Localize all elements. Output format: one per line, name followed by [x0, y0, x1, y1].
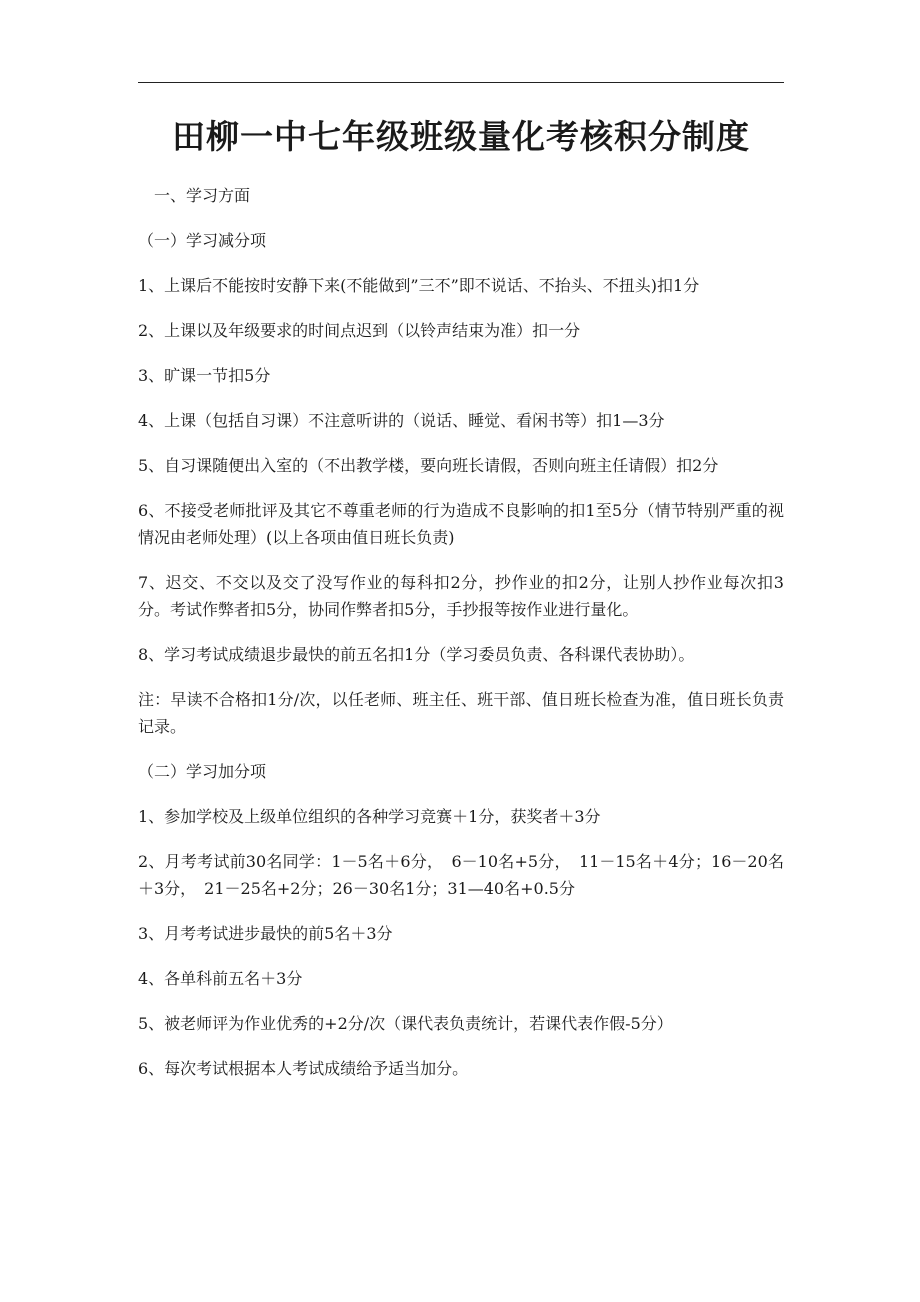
- addition-item-5: 5、被老师评为作业优秀的+2分/次（课代表负责统计，若课代表作假-5分）: [138, 1014, 673, 1033]
- addition-item-3: 3、月考考试进步最快的前5名＋3分: [138, 924, 393, 943]
- document-body: [138, 182, 784, 1100]
- addition-item-1: 1、参加学校及上级单位组织的各种学习竞赛＋1分，获奖者＋3分: [138, 807, 601, 826]
- subsection-heading-additions: （二）学习加分项: [138, 762, 267, 781]
- addition-item-4: 4、各单科前五名＋3分: [138, 969, 303, 988]
- document-title: 田柳一中七年级班级量化考核积分制度: [172, 117, 750, 156]
- deduction-item-5: 5、自习课随便出入室的（不出教学楼，要向班长请假，否则向班主任请假）扣2分: [138, 456, 719, 475]
- deduction-item-7: 7、迟交、不交以及交了没写作业的每科扣2分，抄作业的扣2分，让别人抄作业每次扣3分。考试作弊者扣5分，协同作弊者扣5分，手抄报等按作业进行量化。: [138, 573, 784, 619]
- deduction-item-4: 4、上课（包括自习课）不注意听讲的（说话、睡觉、看闲书等）扣1—3分: [138, 411, 665, 430]
- addition-item-6: 6、每次考试根据本人考试成绩给予适当加分。: [138, 1059, 469, 1078]
- section-heading-study: 一、学习方面: [154, 186, 251, 205]
- deduction-item-6: 6、不接受老师批评及其它不尊重老师的行为造成不良影响的扣1至5分（情节特别严重的视情况由老师处理）(以上各项由值日班长负责): [138, 501, 784, 547]
- header-rule: [138, 82, 784, 83]
- addition-item-2: 2、月考考试前30名同学：1－5名＋6分， 6－10名+5分， 11－15名＋4分；16－20名＋3分， 21－25名+2分；26－30名1分；31—40名+0.5分: [138, 852, 784, 898]
- deduction-item-1: 1、上课后不能按时安静下来(不能做到”三不”即不说话、不抬头、不扭头)扣1分: [138, 276, 700, 295]
- deduction-note: 注：早读不合格扣1分/次，以任老师、班主任、班干部、值日班长检查为准，值日班长负责记录。: [138, 690, 784, 736]
- deduction-item-2: 2、上课以及年级要求的时间点迟到（以铃声结束为准）扣一分: [138, 321, 581, 340]
- deduction-item-3: 3、旷课一节扣5分: [138, 366, 271, 385]
- subsection-heading-deductions: （一）学习减分项: [138, 231, 267, 250]
- deduction-item-8: 8、学习考试成绩退步最快的前五名扣1分（学习委员负责、各科课代表协助）。: [138, 645, 695, 664]
